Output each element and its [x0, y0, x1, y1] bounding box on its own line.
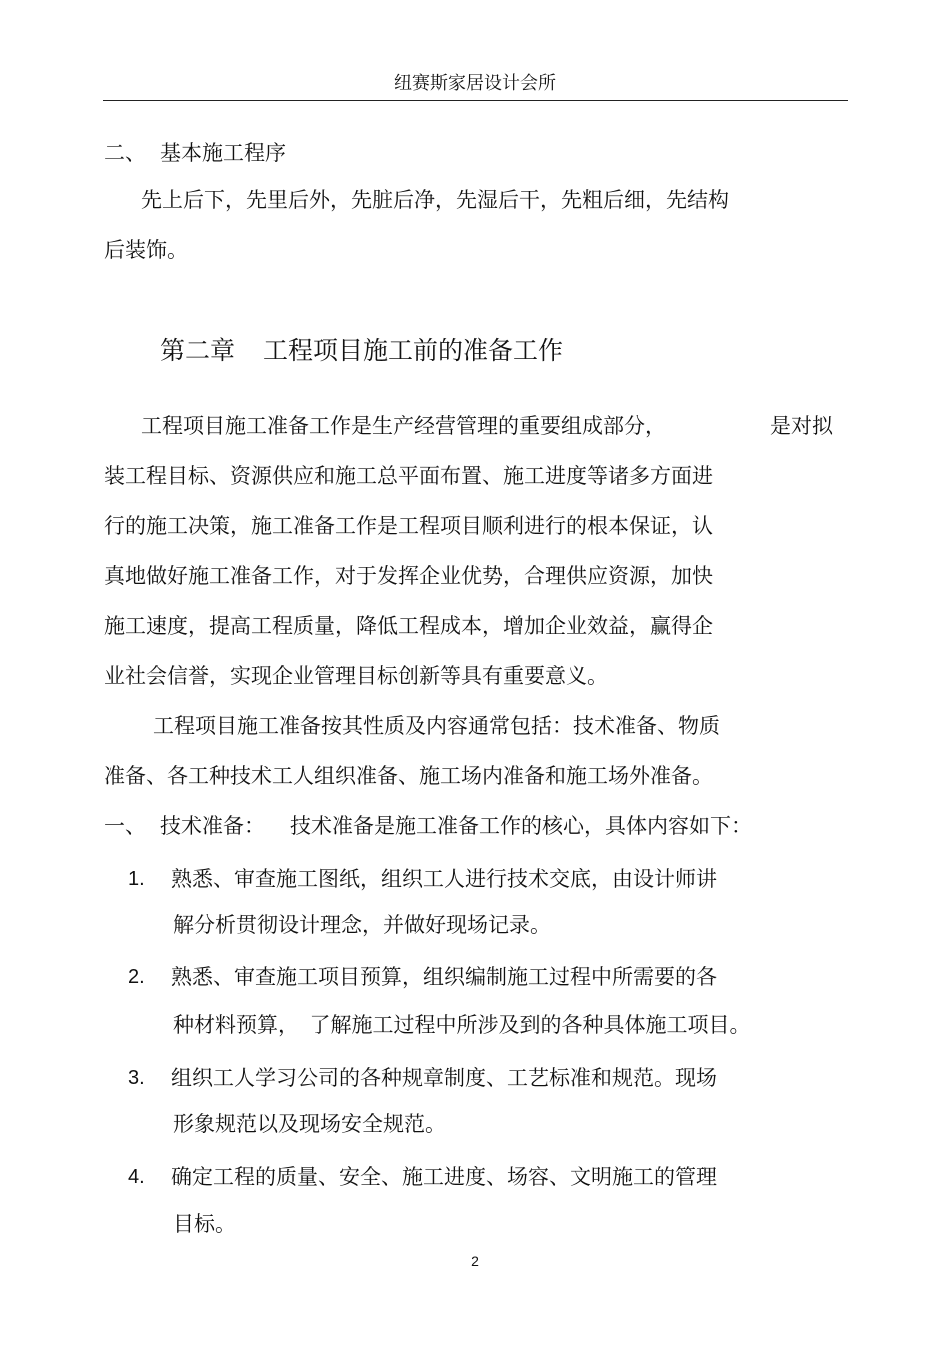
page-header-title: 纽赛斯家居设计会所 — [394, 73, 556, 94]
intro-line-end: 是对拟 — [770, 414, 833, 438]
list-item-text: 目标。 — [173, 1212, 236, 1236]
section-2-text-line: 后装饰。 — [104, 238, 188, 262]
list-item-text: 熟悉、审查施工图纸，组织工人进行技术交底，由设计师讲 — [171, 867, 717, 891]
intro-line: 工程项目施工准备工作是生产经营管理的重要组成部分， — [141, 414, 666, 438]
intro-line: 真地做好施工准备工作，对于发挥企业优势，合理供应资源，加快 — [104, 564, 713, 588]
section-2-heading: 基本施工程序 — [160, 141, 286, 165]
list-item-text: 种材料预算， 了解施工过程中所涉及到的各种具体施工项目。 — [173, 1013, 751, 1037]
chapter-title: 工程项目施工前的准备工作 — [263, 336, 564, 365]
scope-line: 准备、各工种技术工人组织准备、施工场内准备和施工场外准备。 — [104, 764, 713, 788]
list-item-text: 组织工人学习公司的各种规章制度、工艺标准和规范。现场 — [171, 1066, 717, 1090]
chapter-label: 第二章 — [160, 336, 236, 365]
intro-line: 装工程目标、资源供应和施工总平面布置、施工进度等诸多方面进 — [104, 464, 713, 488]
list-item-number: 2. — [128, 966, 145, 988]
section-1-heading: 技术准备： — [160, 814, 265, 838]
list-item-number: 4. — [128, 1166, 145, 1188]
intro-line: 业社会信誉，实现企业管理目标创新等具有重要意义。 — [104, 664, 608, 688]
scope-line: 工程项目施工准备按其性质及内容通常包括：技术准备、物质 — [153, 714, 720, 738]
intro-line: 施工速度，提高工程质量，降低工程成本，增加企业效益，赢得企 — [104, 614, 713, 638]
section-1-marker: 一、 — [104, 814, 146, 838]
header-divider — [103, 100, 848, 101]
list-item-text: 确定工程的质量、安全、施工进度、场容、文明施工的管理 — [171, 1165, 717, 1189]
section-2-text-line: 先上后下，先里后外，先脏后净，先湿后干，先粗后细，先结构 — [141, 188, 729, 212]
list-item-text: 解分析贯彻设计理念，并做好现场记录。 — [173, 913, 551, 937]
section-1-description: 技术准备是施工准备工作的核心，具体内容如下： — [290, 814, 752, 838]
section-2-marker: 二、 — [104, 141, 146, 165]
list-item-text: 熟悉、审查施工项目预算，组织编制施工过程中所需要的各 — [171, 965, 717, 989]
list-item-number: 3. — [128, 1067, 145, 1089]
intro-line: 行的施工决策，施工准备工作是工程项目顺利进行的根本保证，认 — [104, 514, 713, 538]
list-item-text: 形象规范以及现场安全规范。 — [173, 1112, 446, 1136]
list-item-number: 1. — [128, 868, 145, 890]
page-number: 2 — [471, 1253, 479, 1269]
